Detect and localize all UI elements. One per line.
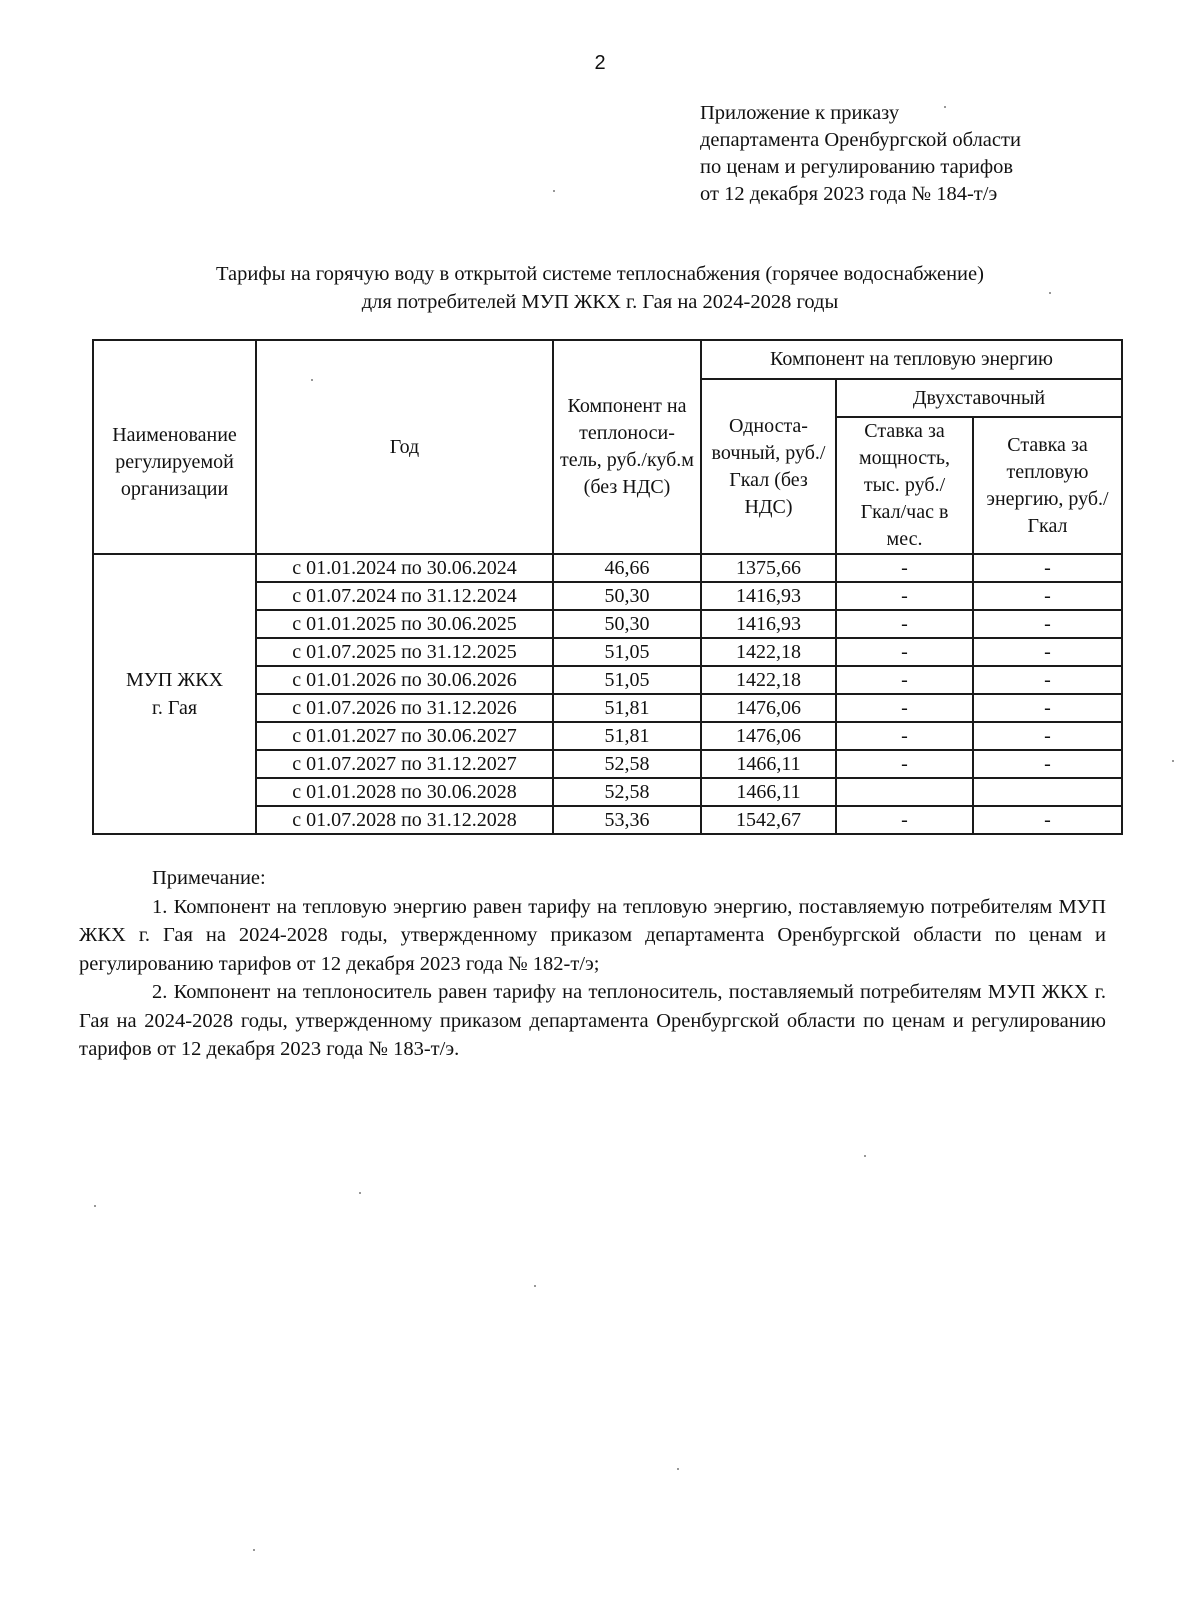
note-item-2: 2. Компонент на теплоноситель равен тарифу на теплоноситель, поставляемый потребителям МУП ЖКХ г. Гая на 2024-2028 годы, утвержденному приказом департамента Оренбургской области по ценам и регулированию тарифов от 12 декабря 2023 года № 183-т/э. bbox=[79, 981, 1106, 1060]
energy-rate-cell: - bbox=[973, 806, 1122, 834]
period-cell: с 01.01.2024 по 30.06.2024 bbox=[256, 554, 553, 582]
carrier-cell: 51,81 bbox=[553, 694, 701, 722]
carrier-cell: 51,81 bbox=[553, 722, 701, 750]
carrier-cell: 51,05 bbox=[553, 666, 701, 694]
single-rate-cell: 1476,06 bbox=[701, 722, 836, 750]
period-cell: с 01.01.2027 по 30.06.2027 bbox=[256, 722, 553, 750]
period-cell: с 01.01.2028 по 30.06.2028 bbox=[256, 778, 553, 806]
header-year: Год bbox=[256, 340, 553, 554]
tariff-table bbox=[92, 339, 1123, 835]
energy-rate-cell: - bbox=[973, 554, 1122, 582]
capacity-rate-cell: - bbox=[836, 638, 973, 666]
carrier-cell: 52,58 bbox=[553, 778, 701, 806]
single-rate-cell: 1466,11 bbox=[701, 778, 836, 806]
capacity-rate-cell: - bbox=[836, 722, 973, 750]
carrier-cell: 52,58 bbox=[553, 750, 701, 778]
document-title bbox=[0, 260, 1200, 316]
period-cell: с 01.07.2026 по 31.12.2026 bbox=[256, 694, 553, 722]
appendix-block bbox=[700, 100, 1180, 208]
capacity-rate-cell: - bbox=[836, 554, 973, 582]
appendix-line: по ценам и регулированию тарифов bbox=[700, 156, 1014, 178]
carrier-cell: 46,66 bbox=[553, 554, 701, 582]
appendix-line: Приложение к приказу bbox=[700, 102, 900, 124]
period-cell: с 01.07.2024 по 31.12.2024 bbox=[256, 582, 553, 610]
header-energy-component: Компонент на тепловую энергию bbox=[701, 340, 1122, 379]
notes-section bbox=[79, 864, 1106, 1064]
single-rate-cell: 1476,06 bbox=[701, 694, 836, 722]
title-line-2: для потребителей МУП ЖКХ г. Гая на 2024-2028 годы bbox=[361, 291, 839, 313]
single-rate-cell: 1422,18 bbox=[701, 666, 836, 694]
header-two-rate: Двухставочный bbox=[836, 379, 1122, 417]
single-rate-cell: 1542,67 bbox=[701, 806, 836, 834]
energy-rate-cell bbox=[973, 778, 1122, 806]
energy-rate-cell: - bbox=[973, 666, 1122, 694]
title-line-1: Тарифы на горячую воду в открытой системе теплоснабжения (горячее водоснабжение) bbox=[216, 263, 984, 285]
capacity-rate-cell: - bbox=[836, 582, 973, 610]
period-cell: с 01.07.2028 по 31.12.2028 bbox=[256, 806, 553, 834]
table-row bbox=[93, 554, 1122, 582]
organization-cell: МУП ЖКХ г. Гая bbox=[93, 554, 256, 834]
carrier-cell: 53,36 bbox=[553, 806, 701, 834]
appendix-line: от 12 декабря 2023 года № 184-т/э bbox=[700, 183, 998, 205]
energy-rate-cell: - bbox=[973, 750, 1122, 778]
capacity-rate-cell: - bbox=[836, 666, 973, 694]
period-cell: с 01.01.2026 по 30.06.2026 bbox=[256, 666, 553, 694]
period-cell: с 01.07.2027 по 31.12.2027 bbox=[256, 750, 553, 778]
single-rate-cell: 1466,11 bbox=[701, 750, 836, 778]
header-energy-rate: Ставка за тепловую энергию, руб./Гкал bbox=[973, 417, 1122, 554]
period-cell: с 01.01.2025 по 30.06.2025 bbox=[256, 610, 553, 638]
carrier-cell: 50,30 bbox=[553, 582, 701, 610]
carrier-cell: 50,30 bbox=[553, 610, 701, 638]
energy-rate-cell: - bbox=[973, 582, 1122, 610]
header-capacity-rate: Ставка за мощность, тыс. руб./ Гкал/час в мес. bbox=[836, 417, 973, 554]
single-rate-cell: 1416,93 bbox=[701, 582, 836, 610]
notes-heading: Примечание: bbox=[152, 867, 266, 889]
energy-rate-cell: - bbox=[973, 638, 1122, 666]
capacity-rate-cell: - bbox=[836, 610, 973, 638]
page-number: 2 bbox=[594, 52, 606, 74]
energy-rate-cell: - bbox=[973, 610, 1122, 638]
single-rate-cell: 1416,93 bbox=[701, 610, 836, 638]
header-carrier-component: Компонент на теплоноси-тель, руб./куб.м (без НДС) bbox=[553, 340, 701, 554]
single-rate-cell: 1422,18 bbox=[701, 638, 836, 666]
single-rate-cell: 1375,66 bbox=[701, 554, 836, 582]
energy-rate-cell: - bbox=[973, 694, 1122, 722]
header-organization: Наименование регулируемой организации bbox=[93, 340, 256, 554]
appendix-line: департамента Оренбургской области bbox=[700, 129, 1021, 151]
header-single-rate: Односта-вочный, руб./Гкал (без НДС) bbox=[701, 379, 836, 554]
note-item-1: 1. Компонент на тепловую энергию равен тарифу на тепловую энергию, поставляемую потребителям МУП ЖКХ г. Гая на 2024-2028 годы, утвержденному приказом департамента Оренбургской области по ценам и регулированию тарифов от 12 декабря 2023 года № 182-т/э; bbox=[79, 895, 1106, 975]
period-cell: с 01.07.2025 по 31.12.2025 bbox=[256, 638, 553, 666]
capacity-rate-cell: - bbox=[836, 694, 973, 722]
carrier-cell: 51,05 bbox=[553, 638, 701, 666]
energy-rate-cell: - bbox=[973, 722, 1122, 750]
capacity-rate-cell bbox=[836, 778, 973, 806]
capacity-rate-cell: - bbox=[836, 750, 973, 778]
capacity-rate-cell: - bbox=[836, 806, 973, 834]
